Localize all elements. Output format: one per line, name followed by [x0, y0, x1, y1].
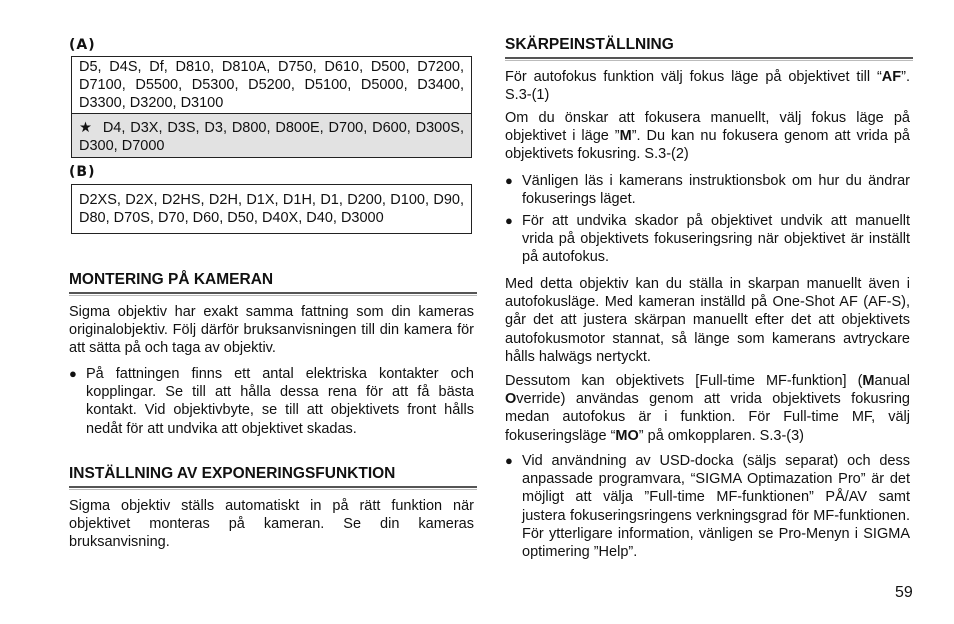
compat-list-a2 — [71, 113, 472, 158]
focus-bullet-3-text: Vid användning av USD-docka (säljs separat) och dess anpassade programvara, “SIGMA Optimazation Pro” är det möjligt att välja ”Full-time MF-funktionen” PÅ/AV samt justera fokuseringsringens verkningsgrad för MF-funktionen. För ytterligare information, vänligen se Pro-Menyn i SIGMA optimering ”Help”. — [522, 453, 910, 561]
focus-bullet-1 — [505, 172, 910, 208]
mf-text-3: verride) användas genom att vrida objektivets fokusring medan autofokus är i funktion. För Full-time MF, välj fokuseringsläge “ — [505, 391, 910, 444]
compat-list-a2-text: D4, D3X, D3S, D3, D800, D800E, D700, D600, D300S, D300, D7000 — [79, 120, 465, 155]
bullet-icon: ● — [505, 213, 513, 228]
compat-list-b-text: D2XS, D2X, D2HS, D2H, D1X, D1H, D1, D200, D100, D90, D80, D70S, D70, D60, D50, D40X, D40, D3000 — [79, 192, 464, 227]
list-a-tag: (A) — [69, 37, 96, 53]
manual-text-2: ”. Du kan nu fokusera genom att vrida på objektivets fokusring. S.3-(2) — [505, 128, 910, 163]
autofocus-text-2: ”. S.3-(1) — [505, 69, 910, 104]
manual-override-paragraph: Med detta objektiv kan du ställa in skarpan manuellt även i autofokusläge. Med kameran inställd på One-Shot AF (AF-S), går det att justera skärpan manuellt efter det att objektivets autofokusmotor stannat, så länge som kamerans avtryckare hålls halwägs nertyckt. — [505, 276, 910, 365]
section-divider — [505, 57, 913, 59]
section-title-mounting: MONTERING PÅ KAMERAN — [69, 271, 274, 288]
bullet-icon: ● — [69, 366, 77, 381]
star-icon: ★ — [79, 120, 93, 136]
compat-list-a1-text: D5, D4S, Df, D810, D810A, D750, D610, D500, D7200, D7100, D5500, D5300, D5200, D5100, D5000, D3400, D3300, D3200, D3100 — [79, 59, 464, 112]
manual-text-1: Om du önskar att fokusera manuellt, välj fokus läge på objektivet i läge ” — [505, 110, 910, 145]
exposure-paragraph: Sigma objektiv ställs automatiskt in på rätt funktion när objektivet monteras på kameran. Se din kameras bruksanvisning. — [69, 498, 474, 551]
compat-list-b — [71, 184, 472, 234]
focus-bullet-1-text: Vänligen läs i kamerans instruktionsbok om hur du ändrar fokuserings läget. — [522, 173, 910, 208]
mounting-bullet-text: På fattningen finns ett antal elektriska kontakter och kopplingar. Se till att hålla dessa rena för att få bästa kontakt. Vid objektivbyte, se till att objektivets front hålls nedåt för att undvika att objektivet skadas. — [86, 366, 474, 437]
compat-list-a1 — [71, 56, 472, 114]
section-divider — [69, 486, 477, 488]
focus-bullet-3 — [505, 452, 910, 561]
mf-bold-o: O — [505, 391, 517, 408]
mounting-bullet — [69, 365, 474, 438]
mf-bold-m: M — [862, 373, 875, 389]
af-mode-label: AF — [881, 69, 902, 85]
bullet-icon: ● — [505, 453, 513, 468]
manual-focus-paragraph — [505, 109, 910, 164]
autofocus-text-1: För autofokus funktion välj fokus läge på objektivet till “ — [505, 69, 882, 85]
list-b-tag: (B) — [69, 164, 96, 180]
autofocus-paragraph — [505, 68, 910, 104]
section-divider-shadow — [69, 489, 477, 490]
section-divider-shadow — [505, 60, 913, 61]
section-divider-shadow — [69, 295, 477, 296]
m-mode-label: M — [619, 128, 632, 145]
full-time-mf-paragraph — [505, 372, 910, 445]
mounting-paragraph: Sigma objektiv har exakt samma fattning som din kameras originalobjektiv. Följ därför bruksanvisningen till din kamera för att sätta på och taga av objektiv. — [69, 304, 474, 357]
page-number: 59 — [895, 584, 913, 601]
mf-text-2: anual — [874, 373, 910, 389]
mf-text-1: Dessutom kan objektivets [Full-time MF-funktion] ( — [505, 373, 863, 389]
focus-bullet-2 — [505, 212, 910, 267]
section-title-exposure: INSTÄLLNING AV EXPONERINGSFUNKTION — [69, 465, 396, 482]
focus-bullet-2-text: För att undvika skador på objektivet undvik att manuellt vrida på objektivets fokuseringsring när objektivet är inställt på autofokus. — [522, 213, 910, 266]
bullet-icon: ● — [505, 173, 513, 188]
section-title-focusing: SKÄRPEINSTÄLLNING — [505, 36, 674, 53]
section-divider — [69, 292, 477, 294]
mo-mode-label: MO — [615, 427, 639, 444]
mf-text-4: ” på omkopplaren. S.3-(3) — [638, 427, 804, 444]
